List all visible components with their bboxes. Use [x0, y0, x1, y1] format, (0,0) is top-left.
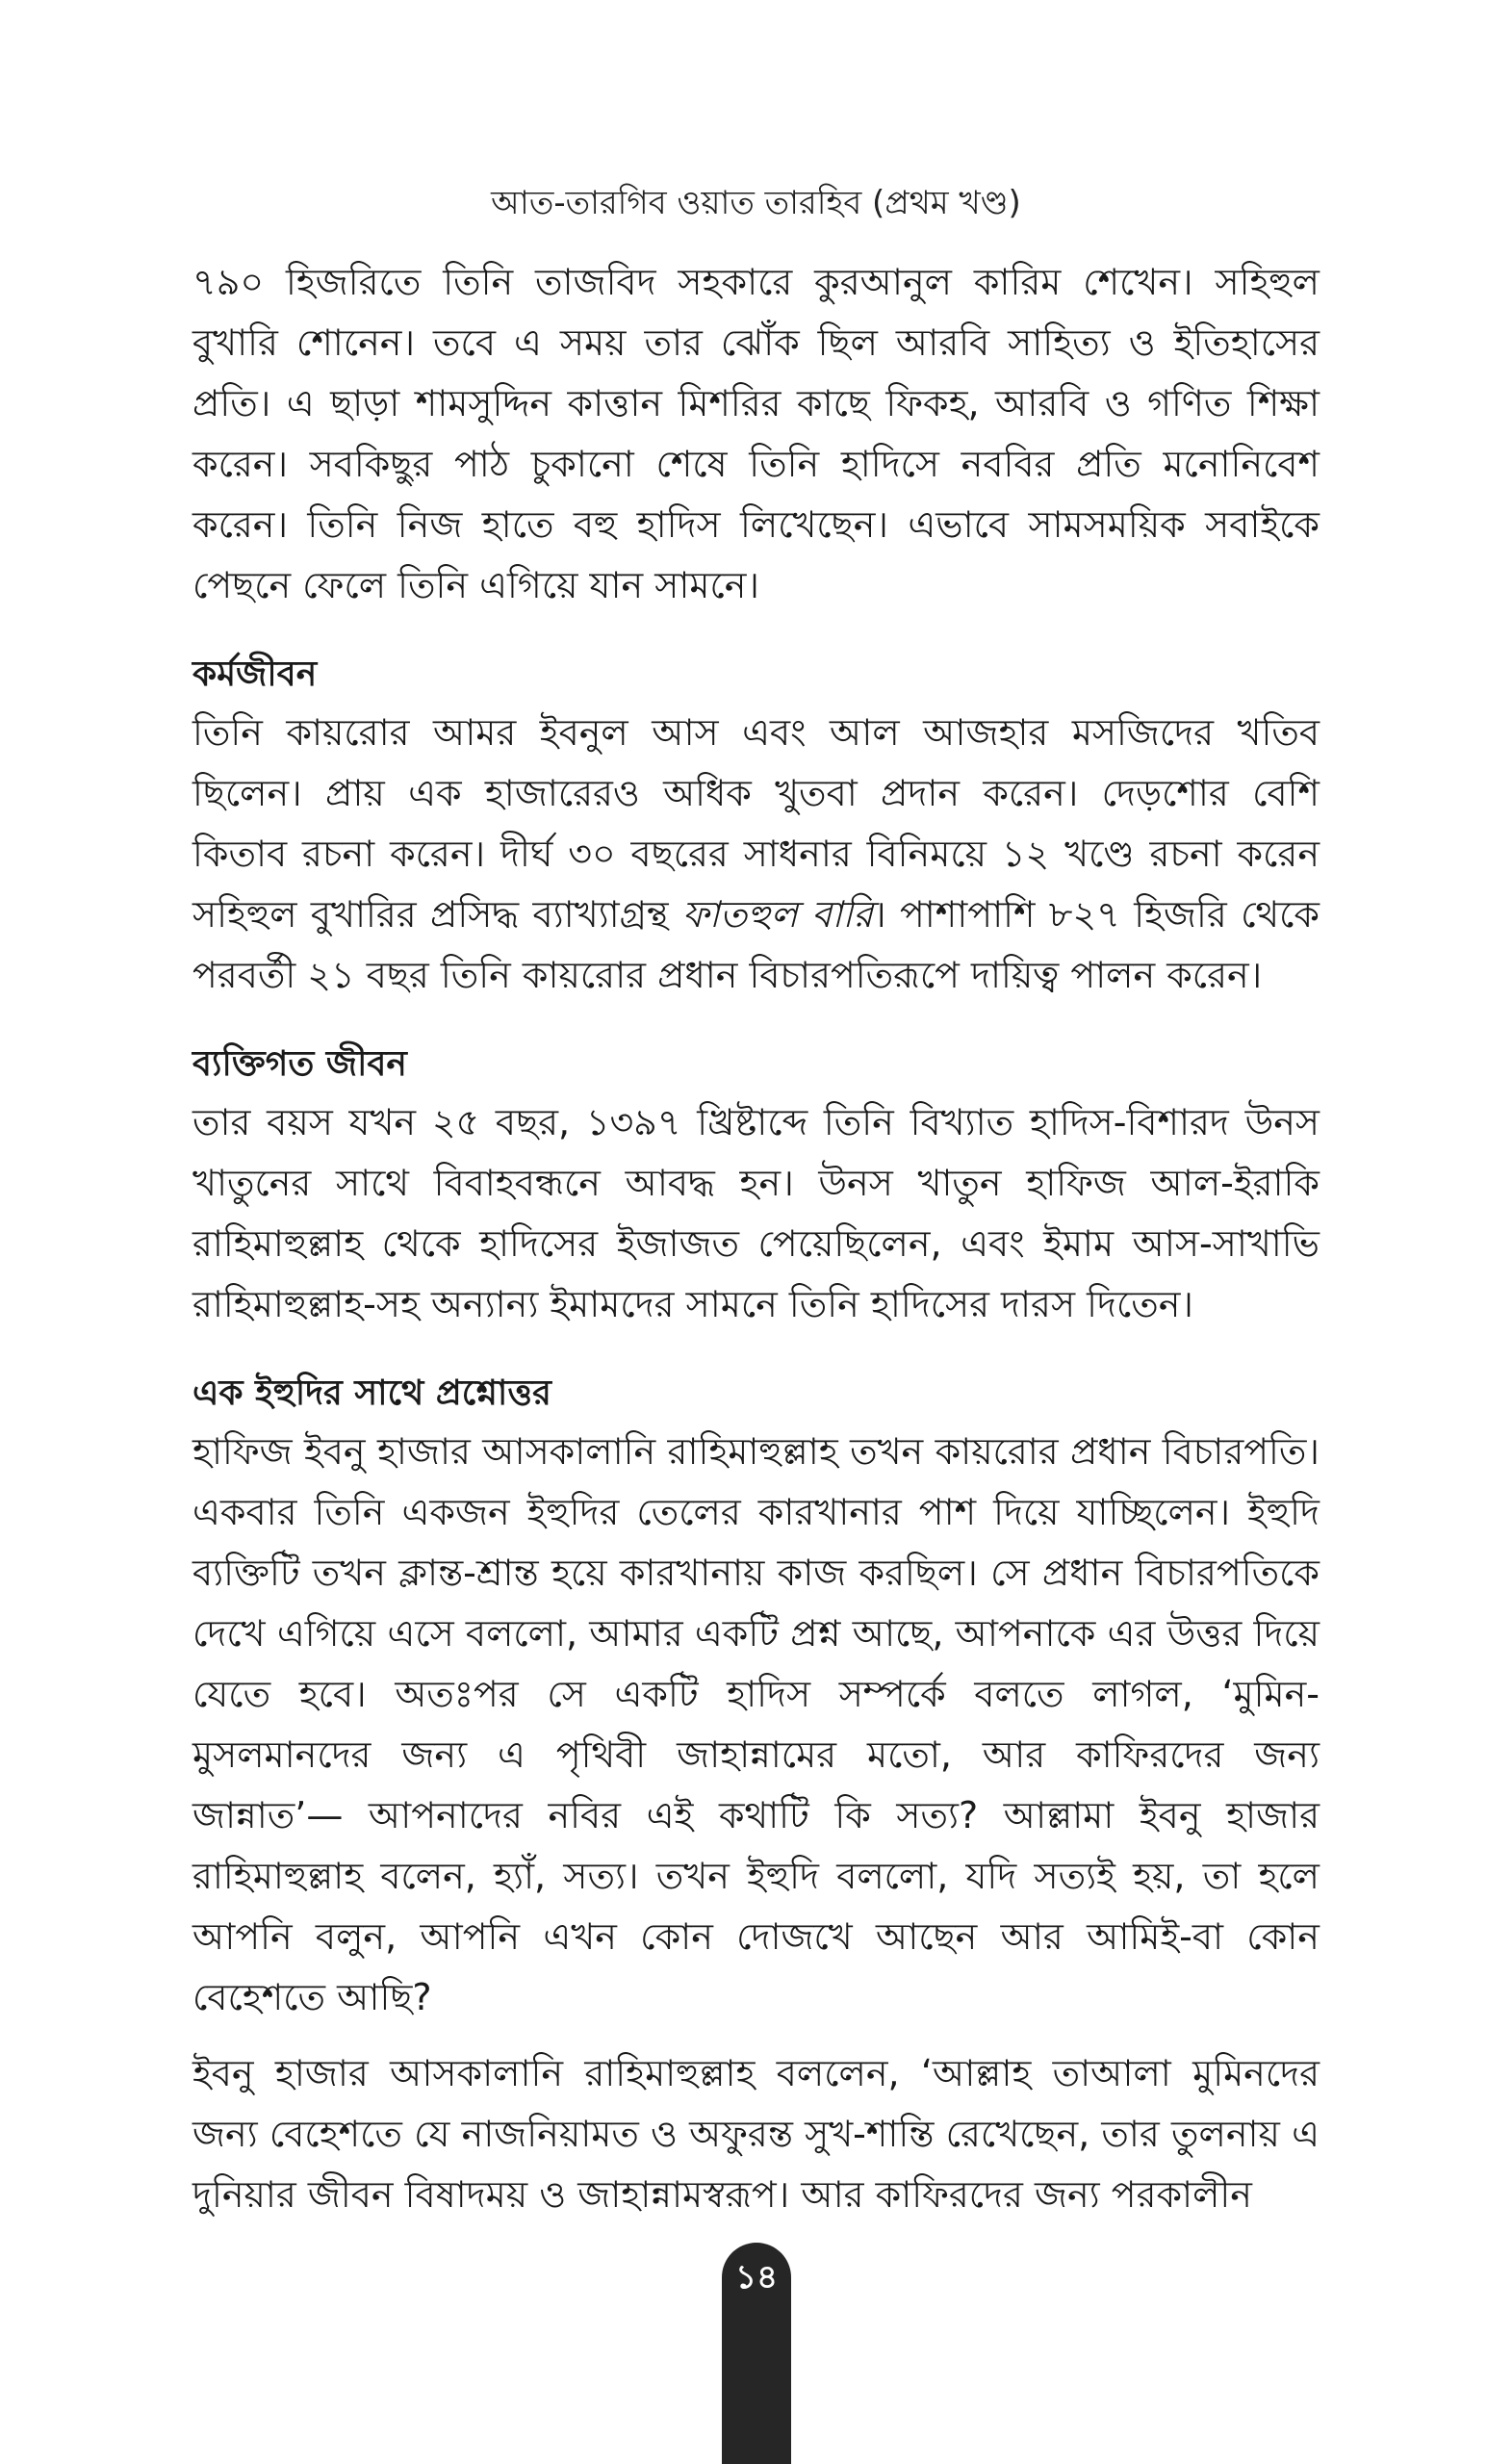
running-header: আত-তারগিব ওয়াত তারহিব (প্রথম খণ্ড) [491, 184, 1021, 222]
page-number: ১৪ [734, 2258, 779, 2297]
page-body [192, 252, 1320, 2225]
qa-heading: এক ইহুদির সাথে প্রশ্নোত্তর [192, 1373, 551, 1413]
career-heading: কর্মজীবন [192, 654, 318, 694]
personal-life-heading: ব্যক্তিগত জীবন [192, 1044, 407, 1084]
intro-paragraph: ৭৯০ হিজরিতে তিনি তাজবিদ সহকারে কুরআনুল কারিম শেখেন। সহিহুল বুখারি শোনেন। তবে এ সময় তার ঝোঁক ছিল আরবি সাহিত্য ও ইতিহাসের প্রতি। এ ছাড়া শামসুদ্দিন কাত্তান মিশরির কাছে ফিকহ, আরবি ও গণিত শিক্ষা করেন। সবকিছুর পাঠ চুকানো শেষে তিনি হাদিসে নববির প্রতি মনোনিবেশ করেন। তিনি নিজ হাতে বহু হাদিস লিখেছেন। এভাবে সামসময়িক সবাইকে পেছনে ফেলে তিনি এগিয়ে যান সামনে। [192, 261, 1320, 606]
career-text-start: তিনি কায়রোর আমর ইবনুল আস এবং আল আজহার মসজিদের খতিব ছিলেন। প্রায় এক হাজারেরও অধিক খুতবা প্রদান করেন। দেড়শোর বেশি কিতাব রচনা করেন। দীর্ঘ ৩০ বছরের সাধনার বিনিময়ে ১২ খণ্ডে রচনা করেন সহিহুল বুখারির প্রসিদ্ধ ব্যাখ্যাগ্রন্থ [192, 711, 1320, 936]
qa-paragraph-1: হাফিজ ইবনু হাজার আসকালানি রাহিমাহুল্লাহ তখন কায়রোর প্রধান বিচারপতি। একবার তিনি একজন ইহুদির তেলের কারখানার পাশ দিয়ে যাচ্ছিলেন। ইহুদি ব্যক্তিটি তখন ক্লান্ত-শ্রান্ত হয়ে কারখানায় কাজ করছিল। সে প্রধান বিচারপতিকে দেখে এগিয়ে এসে বললো, আমার একটি প্রশ্ন আছে, আপনাকে এর উত্তর দিয়ে যেতে হবে। অতঃপর সে একটি হাদিস সম্পর্কে বলতে লাগল, ‘মুমিন-মুসলমানদের জন্য এ পৃথিবী জাহান্নামের মতো, আর কাফিরদের জন্য জান্নাত’— আপনাদের নবির এই কথাটি কি সত্য? আল্লামা ইবনু হাজার রাহিমাহুল্লাহ বলেন, হ্যাঁ, সত্য। তখন ইহুদি বললো, যদি সত্যই হয়, তা হলে আপনি বলুন, আপনি এখন কোন দোজখে আছেন আর আমিই-বা কোন বেহেশতে আছি? [192, 1430, 1320, 2018]
book-title-fathul-bari: ফাতহুল বারি [681, 893, 874, 936]
qa-paragraph-2: ইবনু হাজার আসকালানি রাহিমাহুল্লাহ বললেন, ‘আল্লাহ তাআলা মুমিনদের জন্য বেহেশতে যে নাজনিয়ামত ও অফুরন্ত সুখ-শান্তি রেখেছেন, তার তুলনায় এ দুনিয়ার জীবন বিষাদময় ও জাহান্নামস্বরূপ। আর কাফিরদের জন্য পরকালীন [192, 2052, 1320, 2216]
career-paragraph [192, 703, 1320, 1006]
personal-life-paragraph: তার বয়স যখন ২৫ বছর, ১৩৯৭ খ্রিষ্টাব্দে তিনি বিখ্যাত হাদিস-বিশারদ উনস খাতুনের সাথে বিবাহবন্ধনে আবদ্ধ হন। উনস খাতুন হাফিজ আল-ইরাকি রাহিমাহুল্লাহ থেকে হাদিসের ইজাজত পেয়েছিলেন, এবং ইমাম আস-সাখাভি রাহিমাহুল্লাহ-সহ অন্যান্য ইমামদের সামনে তিনি হাদিসের দারস দিতেন। [192, 1101, 1320, 1325]
career-text-end: । পাশাপাশি ৮২৭ হিজরি থেকে পরবর্তী ২১ বছর তিনি কায়রোর প্রধান বিচারপতিরূপে দায়িত্ব পালন করেন। [192, 893, 1320, 996]
